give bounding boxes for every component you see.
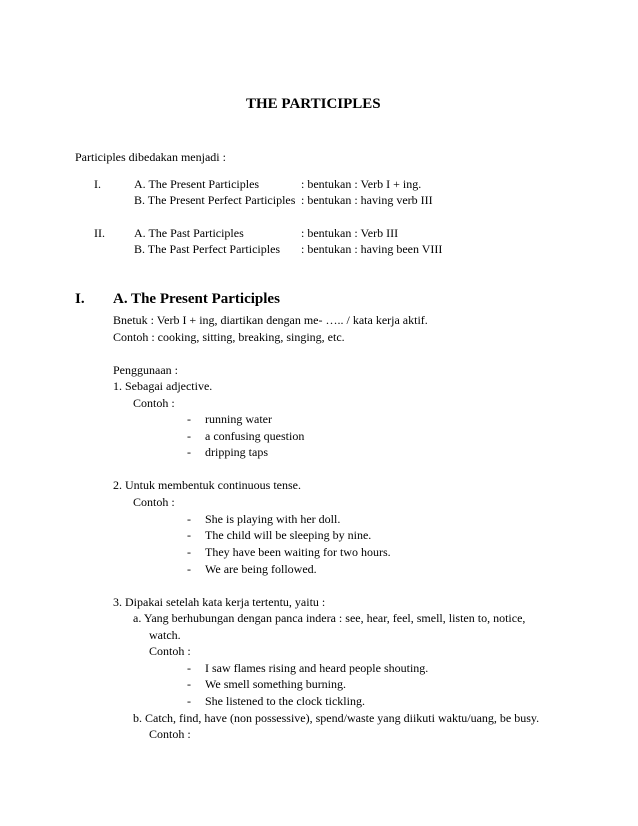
class-numeral-1: I. (94, 177, 101, 191)
example-item: They have been waiting for two hours. (205, 545, 391, 559)
example-item: I saw flames rising and heard people shouting. (205, 661, 429, 675)
bullet-dash: - (187, 528, 191, 542)
class-item: B. The Past Perfect Participles (134, 242, 281, 256)
example-item: The child will be sleeping by nine. (205, 528, 372, 542)
class-item: A. The Present Participles (134, 177, 260, 191)
usage-item-label: 3. Dipakai setelah kata kerja tertentu, yaitu : (113, 595, 326, 609)
example-item: We are being followed. (205, 562, 317, 576)
sub-item-b: b. Catch, find, have (non possessive), spend/waste yang diikuti waktu/uang, be busy. (133, 711, 540, 725)
bullet-dash: - (187, 562, 191, 576)
section-numeral: I. (75, 291, 85, 307)
class-form: : bentukan : having verb III (301, 193, 433, 207)
usage-heading: Penggunaan : (113, 363, 178, 377)
bullet-dash: - (187, 694, 191, 708)
class-form: : bentukan : Verb III (301, 226, 399, 240)
page-title: THE PARTICIPLES (246, 96, 381, 112)
usage-item-label: 1. Sebagai adjective. (113, 379, 213, 393)
sub-item-a: a. Yang berhubungan dengan panca indera : see, hear, feel, smell, listen to, notice, (133, 611, 526, 625)
bullet-dash: - (187, 661, 191, 675)
class-form: : bentukan : having been VIII (301, 242, 443, 256)
bullet-dash: - (187, 677, 191, 691)
example-item: a confusing question (205, 429, 305, 443)
example-line: Contoh : cooking, sitting, breaking, singing, etc. (113, 330, 345, 344)
form-description: Bnetuk : Verb I + ing, diartikan dengan me- ….. / kata kerja aktif. (113, 313, 428, 327)
bullet-dash: - (187, 429, 191, 443)
usage-item-label: 2. Untuk membentuk continuous tense. (113, 478, 301, 492)
example-item: We smell something burning. (205, 677, 347, 691)
example-label: Contoh : (149, 727, 191, 741)
class-item: B. The Present Perfect Participles (134, 193, 296, 207)
example-label: Contoh : (133, 396, 175, 410)
bullet-dash: - (187, 412, 191, 426)
intro-text: Participles dibedakan menjadi : (75, 150, 226, 164)
sub-item-a-continued: watch. (149, 628, 181, 642)
example-label: Contoh : (149, 644, 191, 658)
section-heading: A. The Present Participles (113, 291, 280, 307)
example-item: running water (205, 412, 272, 426)
example-item: She is playing with her doll. (205, 512, 341, 526)
bullet-dash: - (187, 545, 191, 559)
example-label: Contoh : (133, 495, 175, 509)
class-form: : bentukan : Verb I + ing. (301, 177, 422, 191)
class-numeral-2: II. (94, 226, 105, 240)
bullet-dash: - (187, 512, 191, 526)
example-item: dripping taps (205, 445, 268, 459)
bullet-dash: - (187, 445, 191, 459)
example-item: She listened to the clock tickling. (205, 694, 365, 708)
class-item: A. The Past Participles (134, 226, 244, 240)
